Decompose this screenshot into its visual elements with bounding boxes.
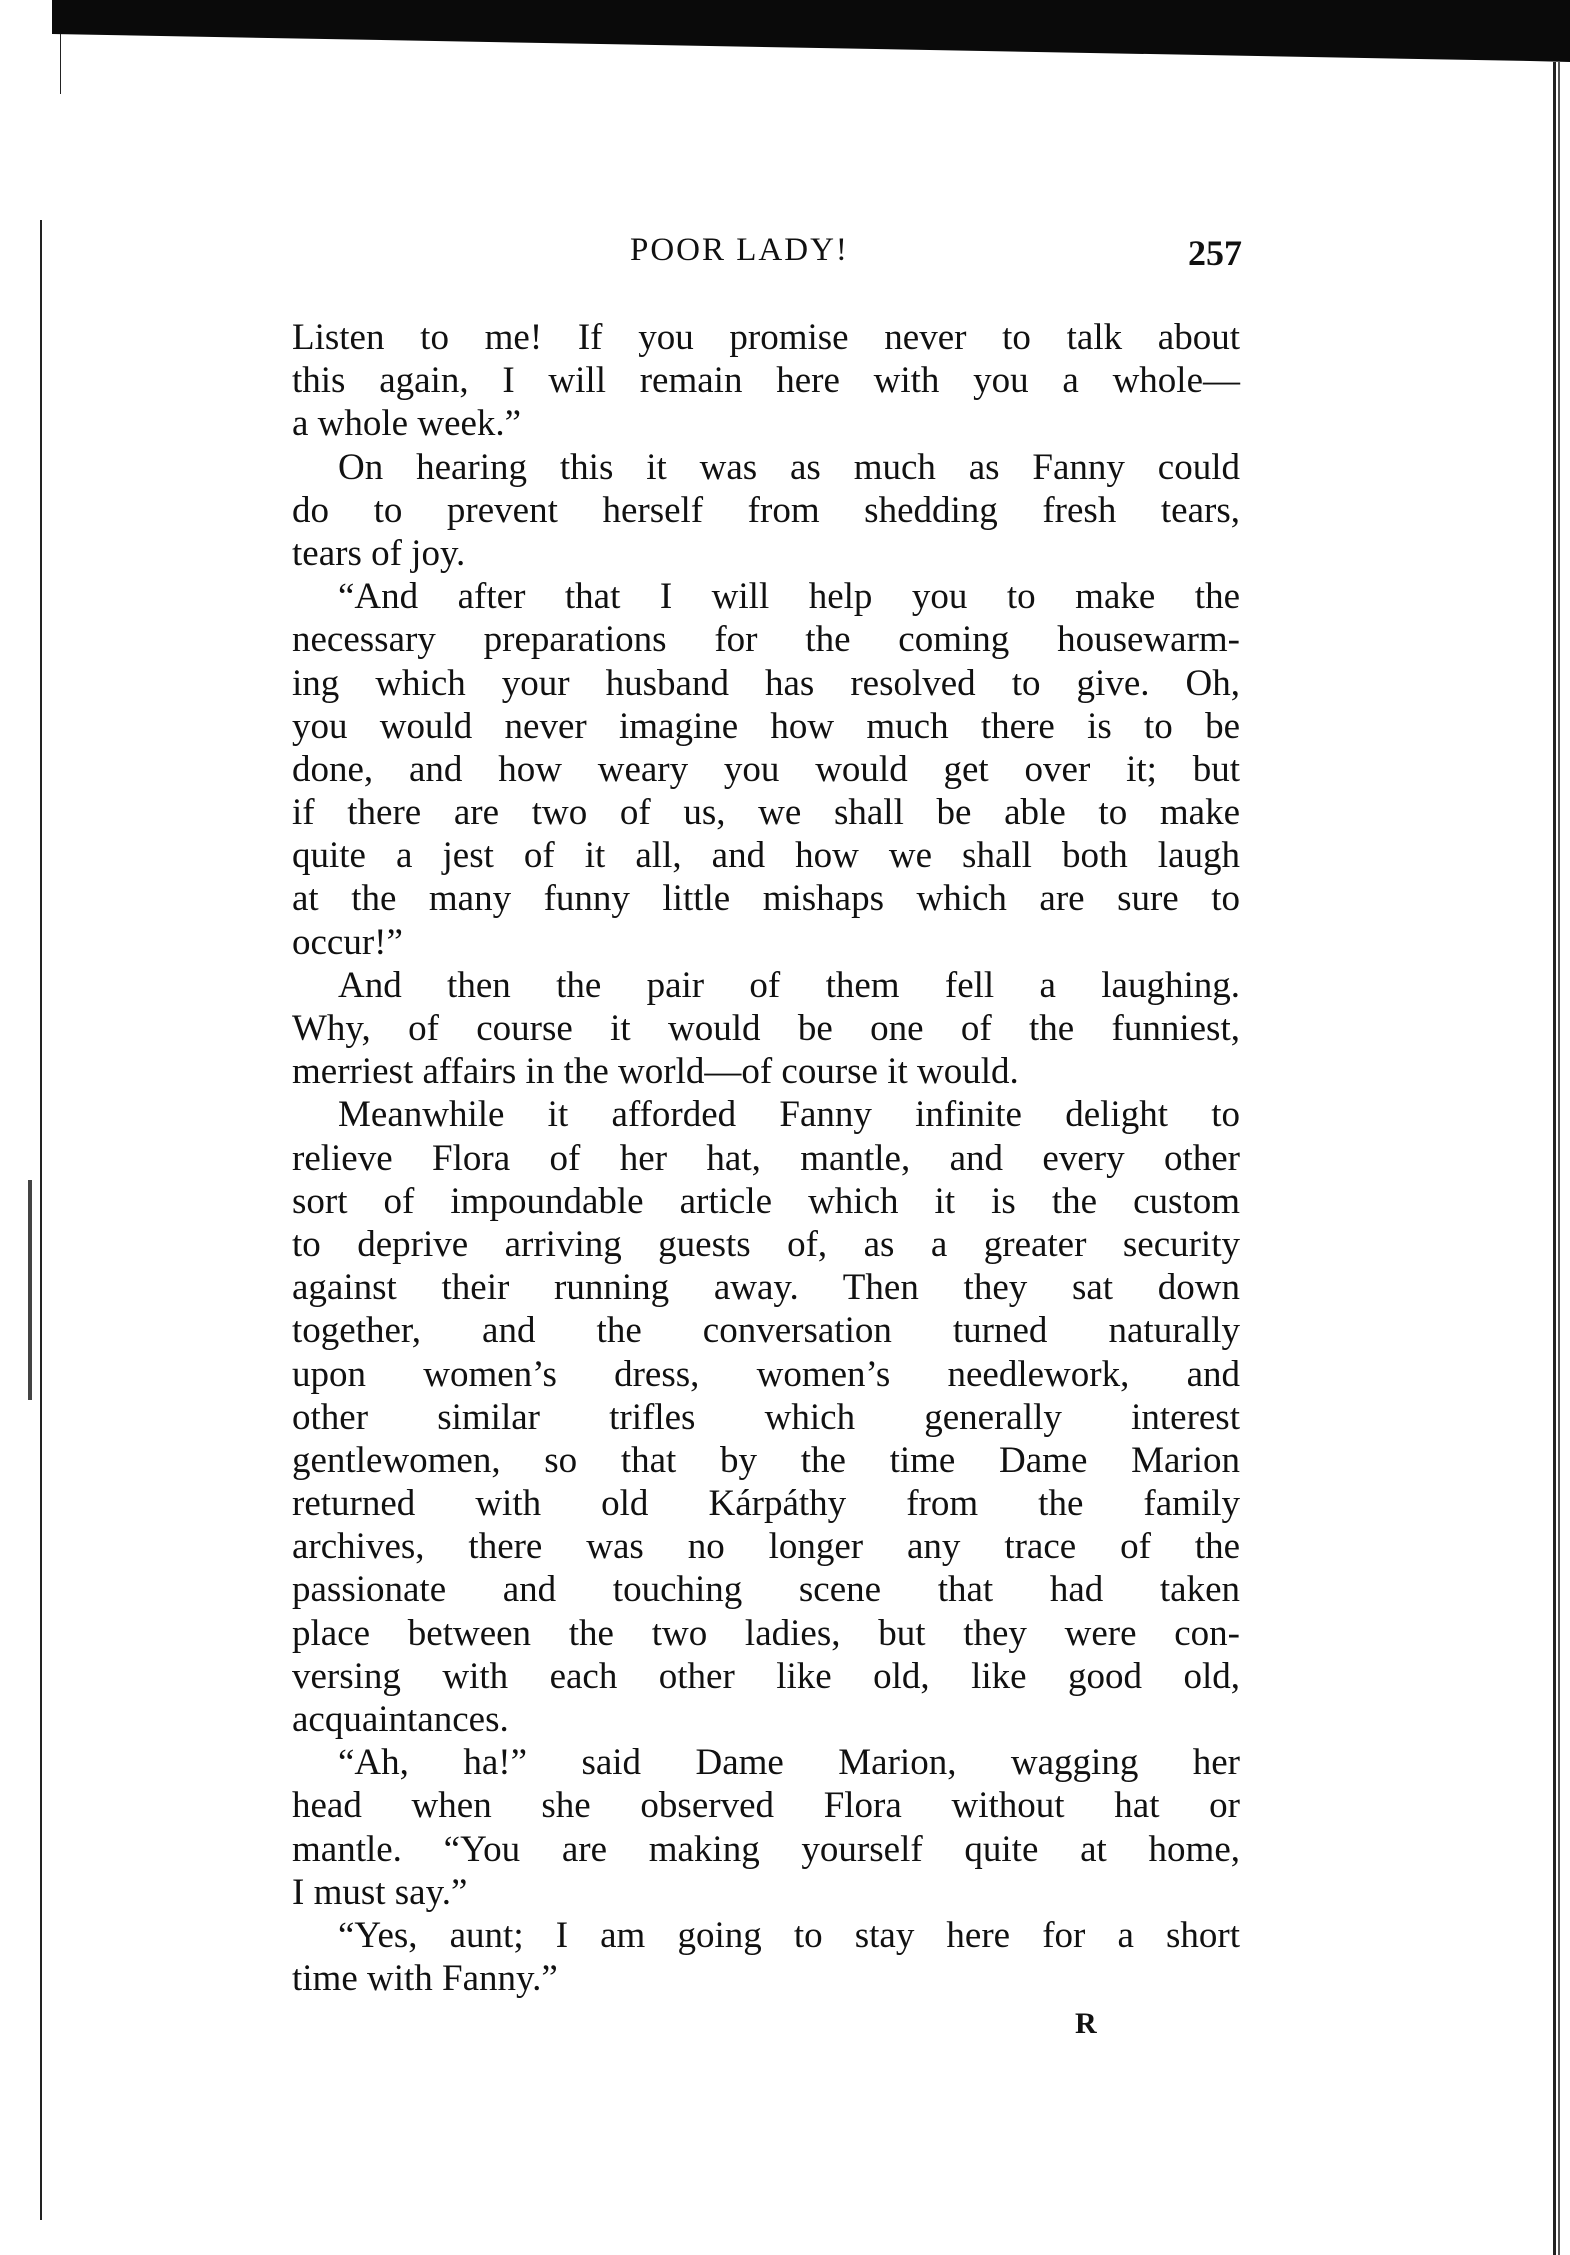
text-line: sort of impoundable article which it is the custom xyxy=(292,1180,1240,1222)
text-line: “Ah, ha!” said Dame Marion, wagging her xyxy=(338,1742,1240,1784)
text-line: you would never imagine how much there is to be xyxy=(292,705,1240,747)
text-line: “And after that I will help you to make the xyxy=(338,576,1240,618)
signature-mark: R xyxy=(1075,2007,1097,2040)
text-line: together, and the conversation turned naturally xyxy=(292,1310,1240,1352)
text-line: relieve Flora of her hat, mantle, and every other xyxy=(292,1137,1240,1179)
right-page-edge xyxy=(1553,62,1556,2255)
text-line: quite a jest of it all, and how we shall both laugh xyxy=(292,835,1240,877)
text-line: gentlewomen, so that by the time Dame Marion xyxy=(292,1439,1240,1481)
left-scan-mark xyxy=(28,1180,32,1400)
text-line: mantle. “You are making yourself quite at home, xyxy=(292,1828,1240,1870)
text-line: against their running away. Then they sat down xyxy=(292,1267,1240,1309)
text-line: upon women’s dress, women’s needlework, and xyxy=(292,1353,1240,1395)
text-line: versing with each other like old, like good old, xyxy=(292,1655,1240,1697)
running-head: POOR LADY! xyxy=(630,232,849,268)
scan-edge-band xyxy=(0,0,1570,80)
text-line: place between the two ladies, but they were con- xyxy=(292,1612,1240,1654)
text-line: at the many funny little mishaps which are sure to xyxy=(292,878,1240,920)
left-page-edge xyxy=(40,220,42,2220)
text-line: done, and how weary you would get over it; but xyxy=(292,748,1240,790)
text-line: “Yes, aunt; I am going to stay here for a short xyxy=(338,1914,1240,1956)
text-line: Listen to me! If you promise never to talk about xyxy=(292,317,1240,358)
text-line: head when she observed Flora without hat or xyxy=(292,1785,1240,1827)
text-line: ing which your husband has resolved to give. Oh, xyxy=(292,662,1240,704)
text-line: merriest affairs in the world—of course it would. xyxy=(292,1051,1019,1093)
text-line: if there are two of us, we shall be able to make xyxy=(292,792,1240,834)
binding-shadow xyxy=(1558,62,1560,2255)
text-line: necessary preparations for the coming housewarm- xyxy=(292,619,1240,661)
text-line: returned with old Kárpáthy from the family xyxy=(292,1483,1240,1525)
text-line: I must say.” xyxy=(292,1871,468,1913)
left-page-edge-top xyxy=(60,34,61,94)
text-line: And then the pair of them fell a laughing. xyxy=(338,964,1240,1006)
text-line: Meanwhile it afforded Fanny infinite delight to xyxy=(338,1094,1240,1136)
text-line: this again, I will remain here with you a whole— xyxy=(292,360,1240,402)
text-line: Why, of course it would be one of the funniest, xyxy=(292,1008,1240,1049)
text-line: other similar trifles which generally interest xyxy=(292,1396,1240,1438)
text-line: do to prevent herself from shedding fresh tears, xyxy=(292,489,1240,531)
text-line: On hearing this it was as much as Fanny could xyxy=(338,446,1240,488)
text-line: archives, there was no longer any trace of the xyxy=(292,1526,1240,1568)
page-header xyxy=(292,232,1242,282)
body-text xyxy=(292,316,1240,2000)
text-line: to deprive arriving guests of, as a greater security xyxy=(292,1223,1240,1265)
text-line: passionate and touching scene that had taken xyxy=(292,1569,1240,1611)
text-line: acquaintances. xyxy=(292,1699,509,1740)
text-line: a whole week.” xyxy=(292,403,522,445)
text-line: time with Fanny.” xyxy=(292,1958,558,2000)
text-line: occur!” xyxy=(292,921,403,963)
text-line: tears of joy. xyxy=(292,532,466,574)
page-number: 257 xyxy=(1188,233,1242,273)
